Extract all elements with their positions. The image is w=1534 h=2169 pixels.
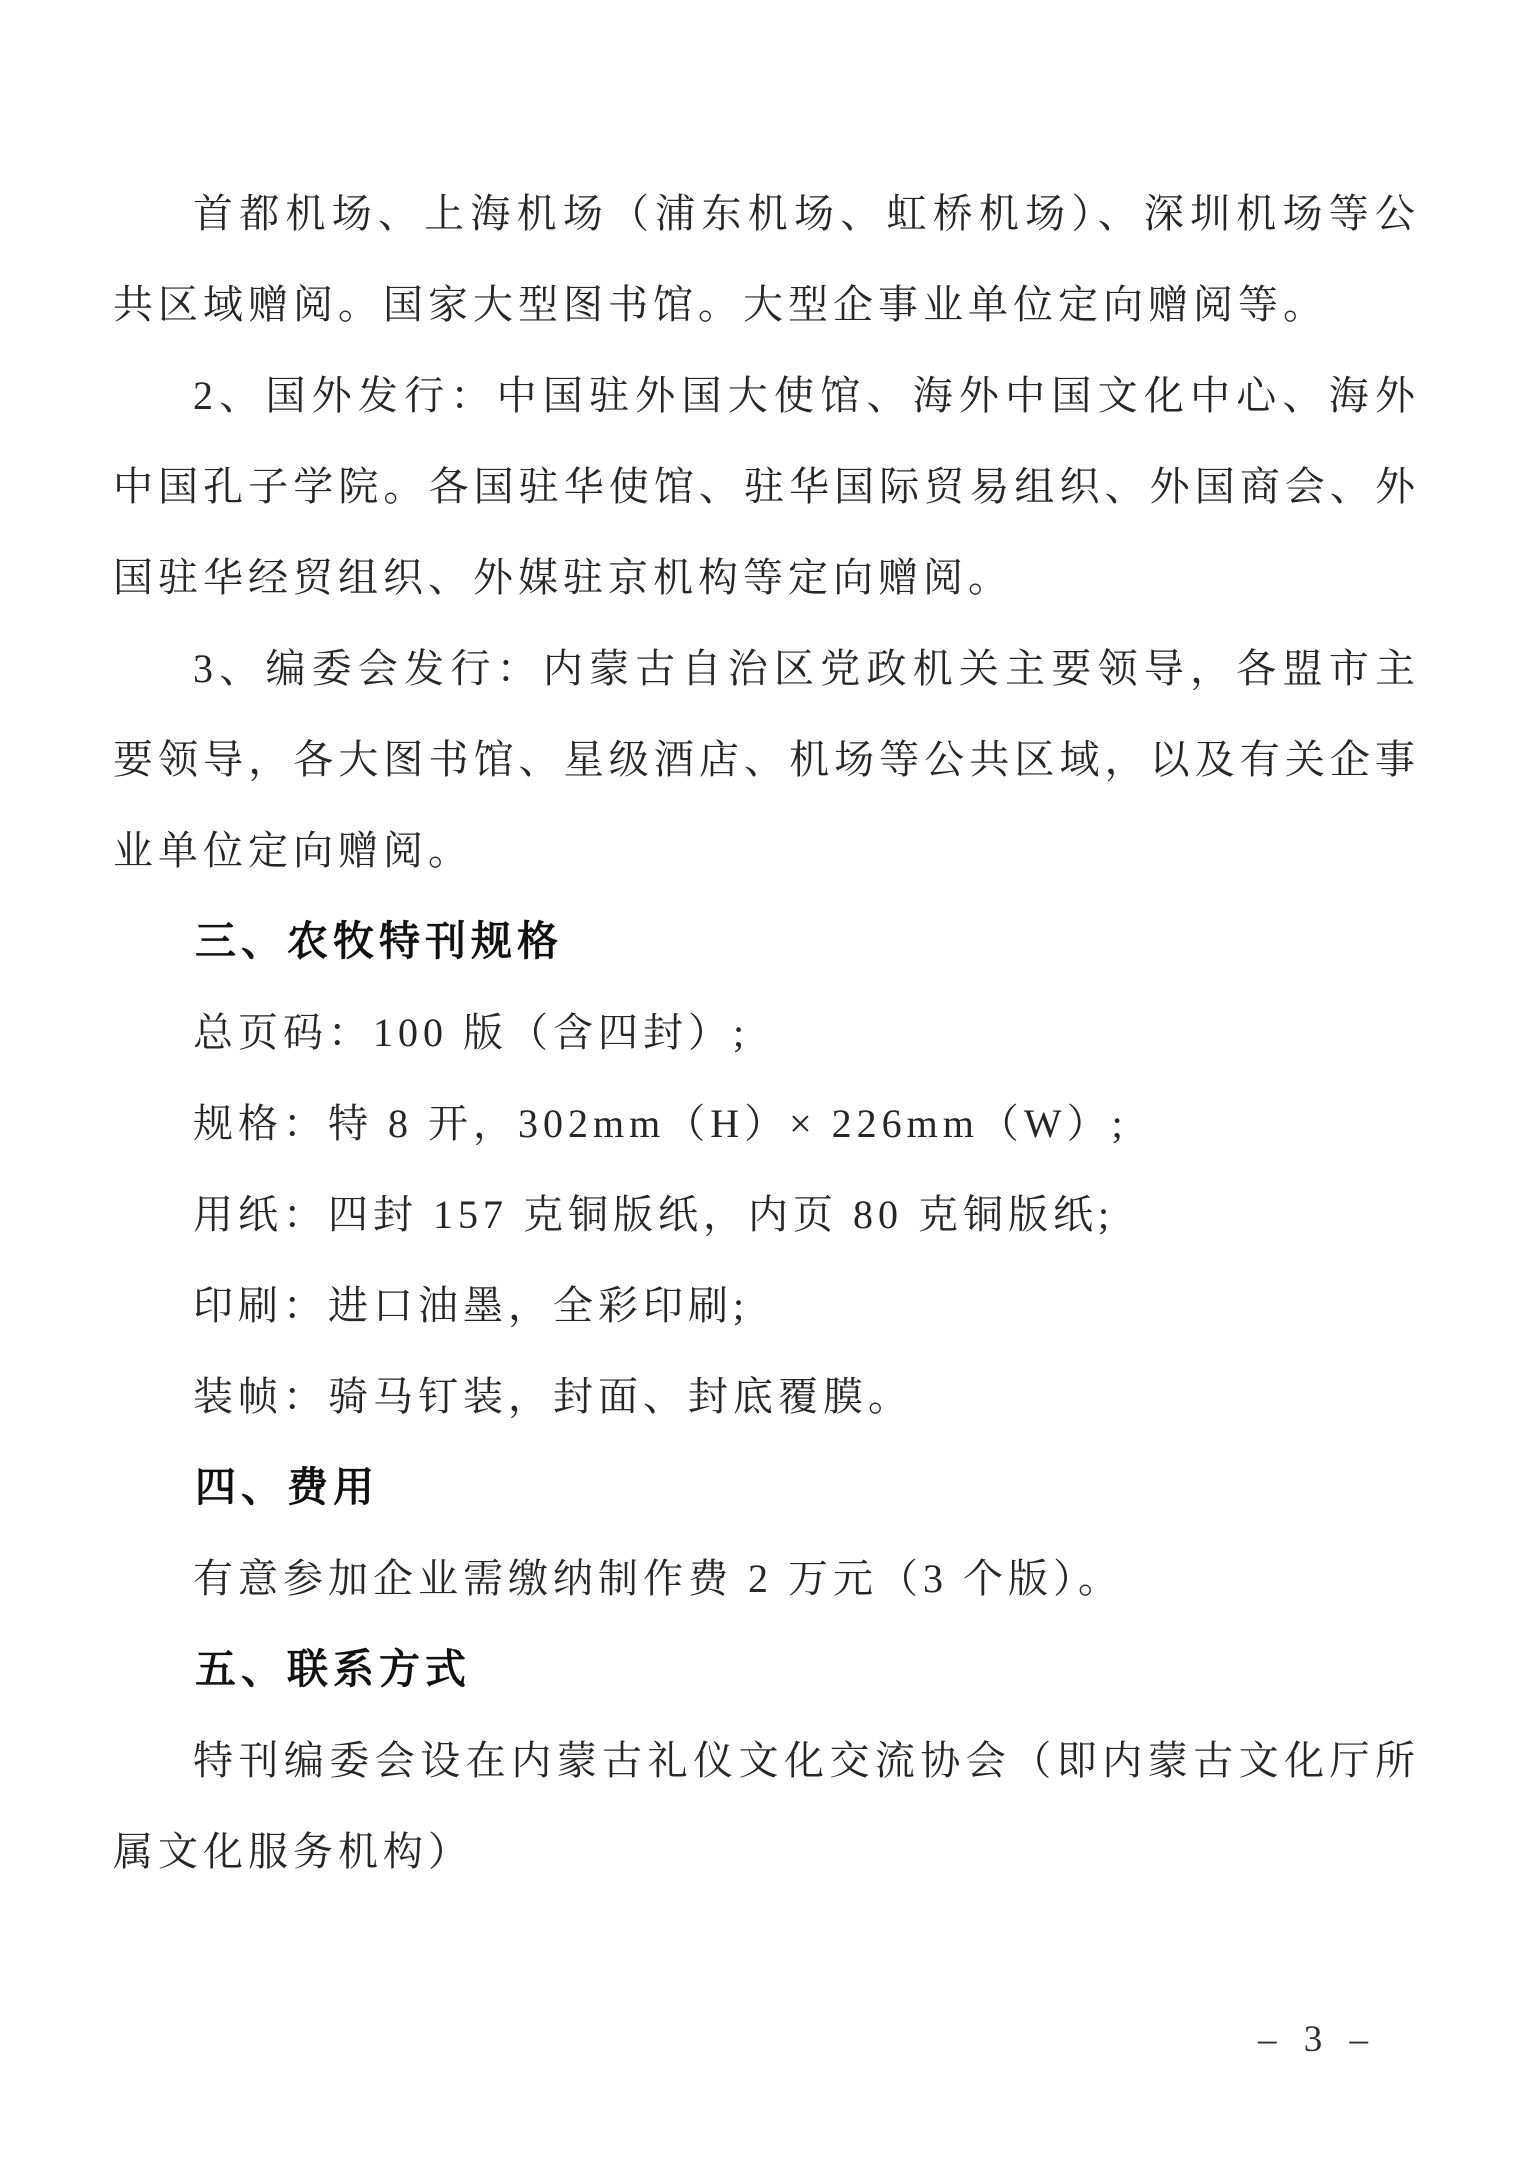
paragraph: 特刊编委会设在内蒙古礼仪文化交流协会（即内蒙古文化厅所属文化服务机构） xyxy=(113,1738,1420,1874)
page-number: – 3 – xyxy=(1258,2019,1377,2060)
paragraph: 2、国外发行：中国驻外国大使馆、海外中国文化中心、海外中国孔子学院。各国驻华使馆、驻华国际贸易组织、外国商会、外国驻华经贸组织、外媒驻京机构等定向赠阅。 xyxy=(113,373,1420,600)
section-heading: 四、费用 xyxy=(195,1464,379,1510)
paragraph: 有意参加企业需缴纳制作费 2 万元（3 个版）。 xyxy=(193,1556,1123,1601)
section-heading: 五、联系方式 xyxy=(195,1646,471,1692)
document-body xyxy=(113,168,1420,1897)
paragraph: 装帧：骑马钉装，封面、封底覆膜。 xyxy=(193,1374,913,1419)
paragraph: 3、编委会发行：内蒙古自治区党政机关主要领导，各盟市主要领导，各大图书馆、星级酒店、机场等公共区域，以及有关企事业单位定向赠阅。 xyxy=(113,646,1420,873)
paragraph: 用纸：四封 157 克铜版纸，内页 80 克铜版纸; xyxy=(193,1192,1115,1237)
paragraph: 规格：特 8 开，302mm（H）× 226mm（W）; xyxy=(193,1101,1128,1146)
paragraph: 印刷：进口油墨，全彩印刷; xyxy=(193,1283,750,1328)
paragraph: 首都机场、上海机场（浦东机场、虹桥机场）、深圳机场等公共区域赠阅。国家大型图书馆。大型企事业单位定向赠阅等。 xyxy=(113,191,1420,327)
section-heading: 三、农牧特刊规格 xyxy=(195,918,563,964)
paragraph: 总页码：100 版（含四封）; xyxy=(193,1010,750,1055)
